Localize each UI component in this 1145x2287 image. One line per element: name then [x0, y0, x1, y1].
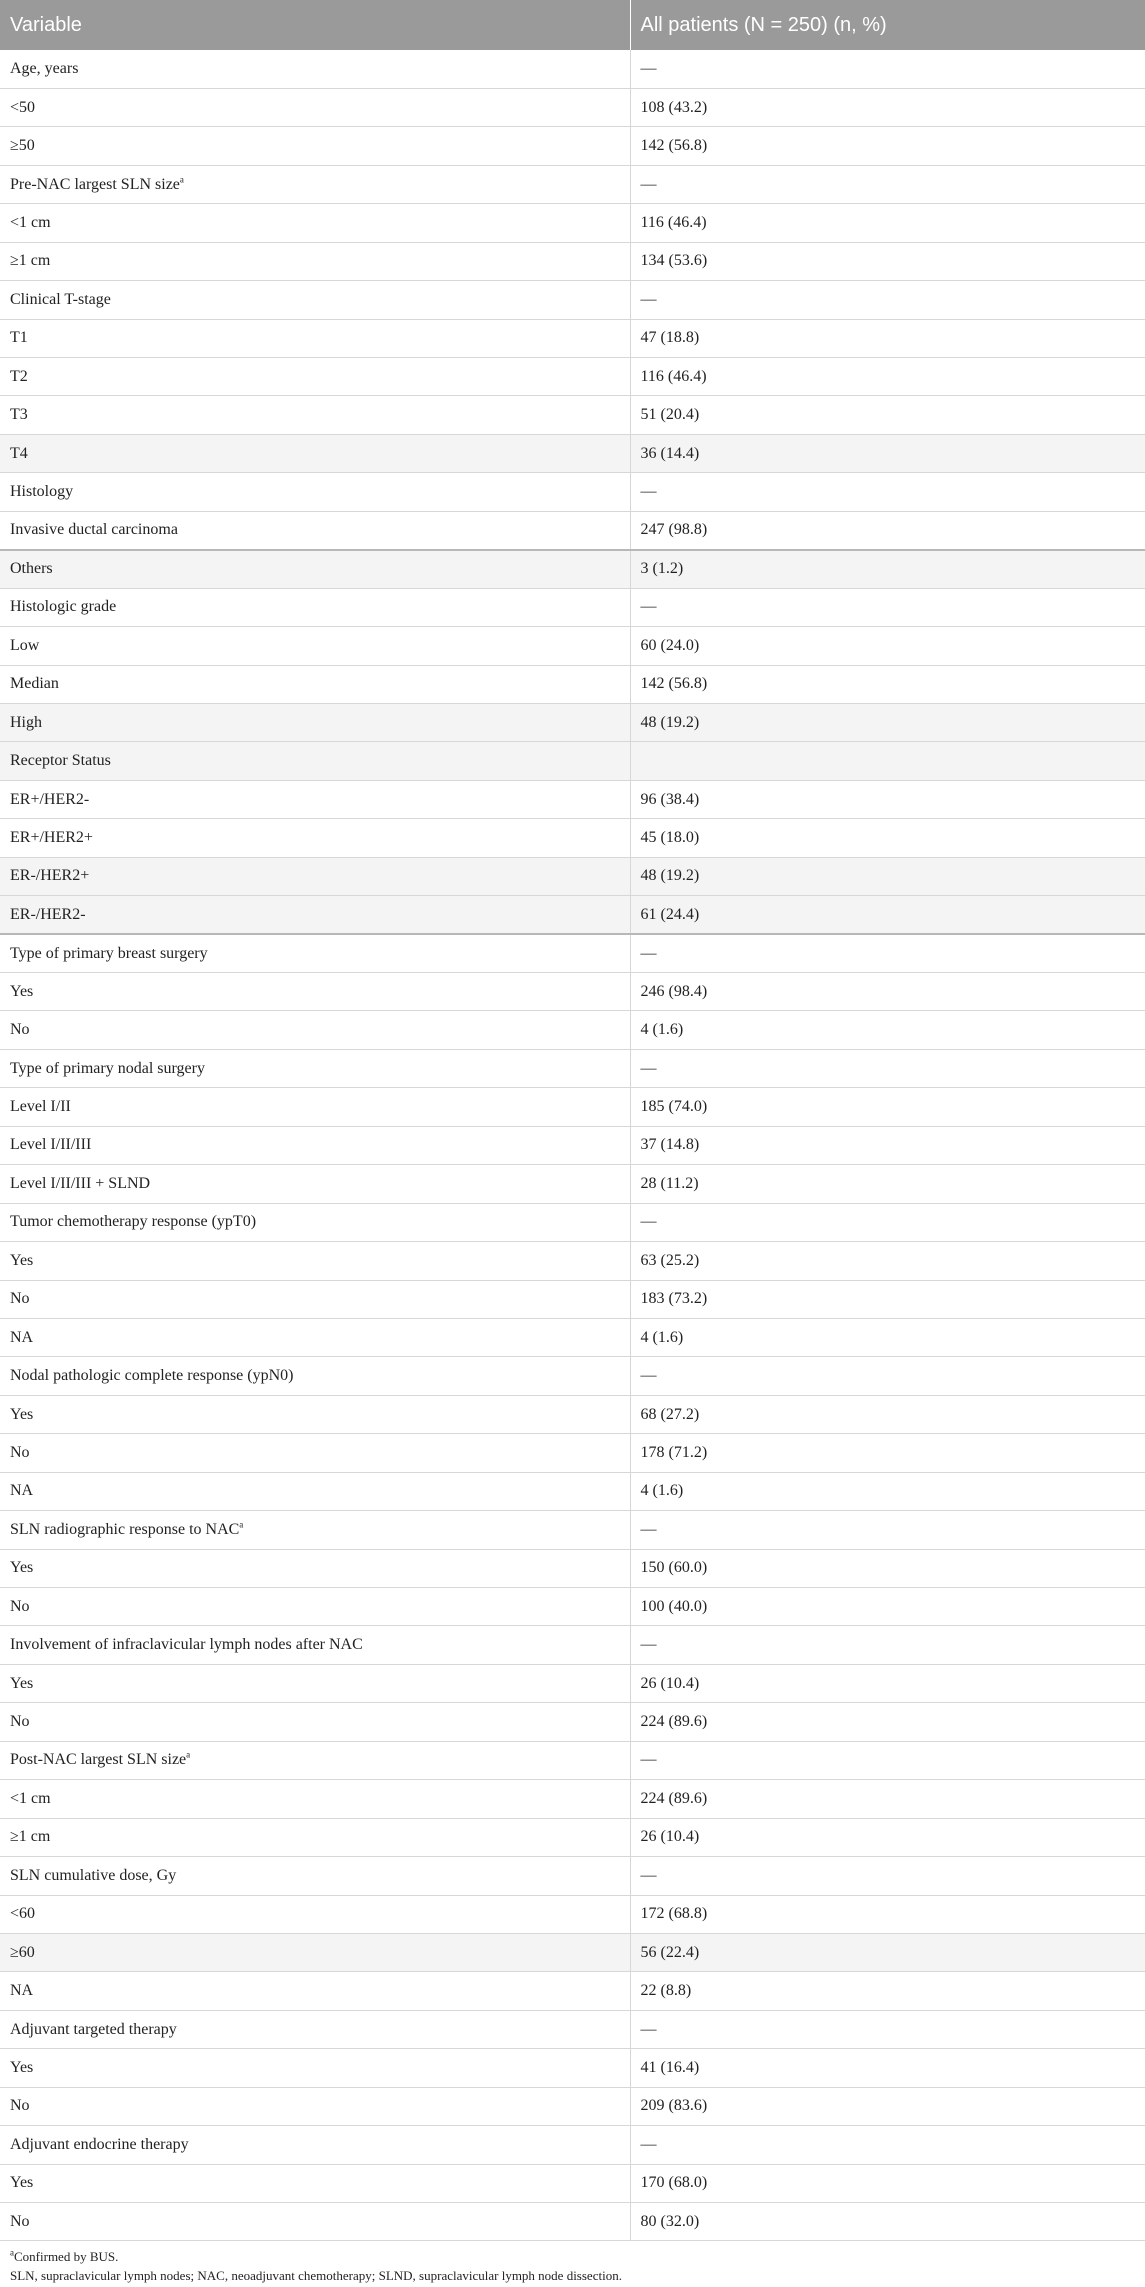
- variable-label: SLN cumulative dose, Gy: [10, 1866, 177, 1884]
- variable-cell: [0, 973, 630, 1011]
- table-row: [0, 204, 1145, 242]
- table-row: [0, 396, 1145, 434]
- variable-cell: [0, 1126, 630, 1164]
- variable-label: Histologic grade: [10, 598, 117, 616]
- table-row: [0, 1280, 1145, 1318]
- value-cell: 4 (1.6): [630, 1318, 1145, 1356]
- value-cell: 209 (83.6): [630, 2087, 1145, 2125]
- variable-label: No: [10, 1713, 30, 1731]
- value-cell: 247 (98.8): [630, 511, 1145, 549]
- variable-cell: [0, 1318, 630, 1356]
- value-cell: 100 (40.0): [630, 1588, 1145, 1626]
- variable-cell: [0, 742, 630, 780]
- variable-cell: [0, 1780, 630, 1818]
- value-cell: 170 (68.0): [630, 2164, 1145, 2202]
- table-row: [0, 242, 1145, 280]
- variable-cell: [0, 1626, 630, 1664]
- variable-label: ≥1 cm: [10, 252, 51, 270]
- value-cell: 48 (19.2): [630, 857, 1145, 895]
- table-row: [0, 857, 1145, 895]
- variable-cell: [0, 857, 630, 895]
- variable-cell: [0, 1088, 630, 1126]
- variable-cell: [0, 1588, 630, 1626]
- variable-cell: [0, 703, 630, 741]
- variable-cell: [0, 819, 630, 857]
- value-cell: 142 (56.8): [630, 665, 1145, 703]
- variable-cell: [0, 1818, 630, 1856]
- table-row: [0, 627, 1145, 665]
- table-row: [0, 1165, 1145, 1203]
- variable-label: Type of primary nodal surgery: [10, 1059, 205, 1077]
- table-row: [0, 1472, 1145, 1510]
- variable-label: T1: [10, 329, 28, 347]
- variable-label: NA: [10, 1482, 34, 1500]
- variable-label: No: [10, 1290, 30, 1308]
- table-row: [0, 1088, 1145, 1126]
- variable-cell: [0, 511, 630, 549]
- table-row: [0, 742, 1145, 780]
- variable-cell: [0, 588, 630, 626]
- table-row: [0, 1126, 1145, 1164]
- footnote-a: [10, 2247, 1135, 2266]
- variable-label: Low: [10, 636, 40, 654]
- table-row: [0, 896, 1145, 934]
- variable-label: Adjuvant targeted therapy: [10, 2020, 177, 2038]
- variable-cell: [0, 88, 630, 126]
- variable-cell: [0, 1472, 630, 1510]
- value-cell: 185 (74.0): [630, 1088, 1145, 1126]
- variable-cell: [0, 780, 630, 818]
- variable-label: Invasive ductal carcinoma: [10, 521, 178, 539]
- variable-label: Nodal pathologic complete response (ypN0): [10, 1367, 294, 1385]
- value-cell: 63 (25.2): [630, 1242, 1145, 1280]
- table-row: [0, 1664, 1145, 1702]
- value-cell: —: [630, 1511, 1145, 1549]
- value-cell: 96 (38.4): [630, 780, 1145, 818]
- variable-label: No: [10, 2097, 30, 2115]
- variable-cell: [0, 242, 630, 280]
- variable-cell: [0, 1933, 630, 1971]
- variable-label: <60: [10, 1905, 36, 1923]
- value-cell: —: [630, 934, 1145, 972]
- value-cell: 3 (1.2): [630, 550, 1145, 588]
- variable-cell: [0, 1895, 630, 1933]
- table-row: [0, 973, 1145, 1011]
- variable-label: ER+/HER2-: [10, 790, 90, 808]
- variable-label: T2: [10, 367, 28, 385]
- table-row: [0, 1818, 1145, 1856]
- variable-label: ER+/HER2+: [10, 828, 93, 846]
- value-cell: —: [630, 588, 1145, 626]
- value-cell: —: [630, 281, 1145, 319]
- table-row: [0, 511, 1145, 549]
- variable-label: Others: [10, 560, 53, 578]
- variable-label: Involvement of infraclavicular lymph nodes after NAC: [10, 1636, 363, 1654]
- table-row: [0, 88, 1145, 126]
- value-cell: 246 (98.4): [630, 973, 1145, 1011]
- value-cell: 116 (46.4): [630, 204, 1145, 242]
- variable-cell: [0, 358, 630, 396]
- variable-label: Level I/II: [10, 1098, 71, 1116]
- value-cell: —: [630, 165, 1145, 203]
- value-cell: 224 (89.6): [630, 1780, 1145, 1818]
- table-row: [0, 2126, 1145, 2164]
- variable-label: T4: [10, 444, 28, 462]
- variable-label: NA: [10, 1328, 34, 1346]
- value-cell: —: [630, 2126, 1145, 2164]
- value-cell: —: [630, 1857, 1145, 1895]
- value-cell: 4 (1.6): [630, 1011, 1145, 1049]
- value-cell: 51 (20.4): [630, 396, 1145, 434]
- variable-label: ER-/HER2+: [10, 867, 90, 885]
- footnotes: [0, 2241, 1145, 2285]
- header-all-patients: All patients (N = 250) (n, %): [630, 0, 1145, 50]
- variable-label: SLN radiographic response to NAC: [10, 1520, 240, 1538]
- table-row: [0, 281, 1145, 319]
- variable-cell: [0, 1165, 630, 1203]
- variable-label: Yes: [10, 2174, 34, 2192]
- value-cell: 56 (22.4): [630, 1933, 1145, 1971]
- value-cell: 178 (71.2): [630, 1434, 1145, 1472]
- variable-cell: [0, 1511, 630, 1549]
- table-row: [0, 1549, 1145, 1587]
- table-row: [0, 703, 1145, 741]
- table-body: [0, 50, 1145, 2241]
- table-row: [0, 780, 1145, 818]
- variable-cell: [0, 1357, 630, 1395]
- table-row: [0, 165, 1145, 203]
- value-cell: 80 (32.0): [630, 2203, 1145, 2241]
- variable-cell: [0, 627, 630, 665]
- table-row: [0, 1933, 1145, 1971]
- value-cell: —: [630, 1741, 1145, 1779]
- value-cell: —: [630, 1203, 1145, 1241]
- table-row: [0, 665, 1145, 703]
- variable-cell: [0, 550, 630, 588]
- variable-label: T3: [10, 406, 28, 424]
- variable-label: <1 cm: [10, 1789, 51, 1807]
- value-cell: 60 (24.0): [630, 627, 1145, 665]
- variable-cell: [0, 2087, 630, 2125]
- value-cell: 41 (16.4): [630, 2049, 1145, 2087]
- table-row: [0, 1895, 1145, 1933]
- variable-label: Yes: [10, 1559, 34, 1577]
- value-cell: 224 (89.6): [630, 1703, 1145, 1741]
- variable-cell: [0, 127, 630, 165]
- table-row: [0, 1318, 1145, 1356]
- value-cell: —: [630, 1626, 1145, 1664]
- variable-label: Median: [10, 675, 59, 693]
- value-cell: —: [630, 50, 1145, 88]
- value-cell: 37 (14.8): [630, 1126, 1145, 1164]
- variable-label: ≥1 cm: [10, 1828, 51, 1846]
- variable-cell: [0, 165, 630, 203]
- variable-label: Type of primary breast surgery: [10, 944, 208, 962]
- value-cell: 108 (43.2): [630, 88, 1145, 126]
- variable-label: Level I/II/III + SLND: [10, 1174, 151, 1192]
- variable-label: Histology: [10, 483, 74, 501]
- variable-label: Clinical T-stage: [10, 290, 111, 308]
- variable-cell: [0, 50, 630, 88]
- table-row: [0, 1242, 1145, 1280]
- table-row: [0, 2087, 1145, 2125]
- variable-label: <50: [10, 98, 36, 116]
- variable-label: Yes: [10, 1674, 34, 1692]
- table-row: [0, 2164, 1145, 2202]
- variable-label: Pre-NAC largest SLN size: [10, 175, 180, 193]
- variable-label: <1 cm: [10, 213, 51, 231]
- table-row: [0, 473, 1145, 511]
- table-row: [0, 358, 1145, 396]
- table-row: [0, 2010, 1145, 2048]
- table-row: [0, 1857, 1145, 1895]
- footnote-a-text: Confirmed by BUS.: [14, 2249, 119, 2265]
- value-cell: 142 (56.8): [630, 127, 1145, 165]
- variable-cell: [0, 1280, 630, 1318]
- value-cell: 22 (8.8): [630, 1972, 1145, 2010]
- variable-label: Yes: [10, 1405, 34, 1423]
- value-cell: 26 (10.4): [630, 1818, 1145, 1856]
- variable-cell: [0, 896, 630, 934]
- value-cell: 47 (18.8): [630, 319, 1145, 357]
- variable-cell: [0, 2049, 630, 2087]
- variable-cell: [0, 396, 630, 434]
- variable-label: ER-/HER2-: [10, 905, 86, 923]
- table-row: [0, 934, 1145, 972]
- footnote-abbreviations: SLN, supraclavicular lymph nodes; NAC, neoadjuvant chemotherapy; SLND, supraclavicular lymph node dissection.: [10, 2268, 622, 2284]
- variable-cell: [0, 1857, 630, 1895]
- value-cell: 26 (10.4): [630, 1664, 1145, 1702]
- table-row: [0, 588, 1145, 626]
- value-cell: 45 (18.0): [630, 819, 1145, 857]
- table-row: [0, 1049, 1145, 1087]
- value-cell: 183 (73.2): [630, 1280, 1145, 1318]
- variable-cell: [0, 665, 630, 703]
- variable-cell: [0, 934, 630, 972]
- table-row: [0, 2049, 1145, 2087]
- variable-label: No: [10, 2212, 30, 2230]
- variable-label: Level I/II/III: [10, 1136, 92, 1154]
- table-row: [0, 1434, 1145, 1472]
- variable-cell: [0, 2164, 630, 2202]
- table-row: [0, 1203, 1145, 1241]
- value-cell: [630, 742, 1145, 780]
- variable-label: Adjuvant endocrine therapy: [10, 2135, 189, 2153]
- variable-label: Receptor Status: [10, 752, 111, 770]
- variable-label: High: [10, 713, 42, 731]
- variable-label: No: [10, 1443, 30, 1461]
- table-row: [0, 2203, 1145, 2241]
- value-cell: 28 (11.2): [630, 1165, 1145, 1203]
- variable-cell: [0, 1203, 630, 1241]
- value-cell: —: [630, 473, 1145, 511]
- table-row: [0, 1011, 1145, 1049]
- value-cell: 68 (27.2): [630, 1395, 1145, 1433]
- value-cell: 116 (46.4): [630, 358, 1145, 396]
- variable-cell: [0, 1395, 630, 1433]
- variable-label: Yes: [10, 2058, 34, 2076]
- variable-label: No: [10, 1597, 30, 1615]
- header-row: [0, 0, 1145, 50]
- variable-cell: [0, 473, 630, 511]
- footnote-superscript: a: [179, 174, 184, 185]
- value-cell: 36 (14.4): [630, 434, 1145, 472]
- value-cell: —: [630, 1049, 1145, 1087]
- variable-cell: [0, 1972, 630, 2010]
- variable-label: NA: [10, 1982, 34, 2000]
- variable-label: Yes: [10, 982, 34, 1000]
- variable-cell: [0, 1011, 630, 1049]
- variable-cell: [0, 2126, 630, 2164]
- variable-cell: [0, 319, 630, 357]
- table-row: [0, 434, 1145, 472]
- variable-label: Age, years: [10, 59, 79, 77]
- variable-cell: [0, 1434, 630, 1472]
- variable-cell: [0, 1242, 630, 1280]
- variable-cell: [0, 1549, 630, 1587]
- variable-cell: [0, 1741, 630, 1779]
- table-row: [0, 1357, 1145, 1395]
- variable-label: Tumor chemotherapy response (ypT0): [10, 1213, 257, 1231]
- table-row: [0, 1703, 1145, 1741]
- header-variable: Variable: [0, 0, 630, 50]
- variable-cell: [0, 1703, 630, 1741]
- table-row: [0, 1780, 1145, 1818]
- variable-label: No: [10, 1021, 30, 1039]
- table-row: [0, 1741, 1145, 1779]
- table-row: [0, 1395, 1145, 1433]
- table-row: [0, 819, 1145, 857]
- value-cell: —: [630, 2010, 1145, 2048]
- table-row: [0, 550, 1145, 588]
- variable-label: ≥60: [10, 1943, 35, 1961]
- variable-cell: [0, 1664, 630, 1702]
- table-row: [0, 1588, 1145, 1626]
- footnote-superscript: a: [239, 1519, 244, 1530]
- variable-label: Yes: [10, 1251, 34, 1269]
- value-cell: 150 (60.0): [630, 1549, 1145, 1587]
- footnote-superscript: a: [186, 1750, 191, 1761]
- variable-cell: [0, 434, 630, 472]
- footnote-marker: a: [10, 2248, 14, 2259]
- variable-label: Post-NAC largest SLN size: [10, 1751, 187, 1769]
- value-cell: 172 (68.8): [630, 1895, 1145, 1933]
- table-row: [0, 319, 1145, 357]
- variable-label: ≥50: [10, 137, 35, 155]
- table-row: [0, 1626, 1145, 1664]
- value-cell: —: [630, 1357, 1145, 1395]
- table-row: [0, 50, 1145, 88]
- value-cell: 4 (1.6): [630, 1472, 1145, 1510]
- table-row: [0, 1972, 1145, 2010]
- variable-cell: [0, 281, 630, 319]
- table-row: [0, 127, 1145, 165]
- table-row: [0, 1511, 1145, 1549]
- variable-cell: [0, 204, 630, 242]
- variable-cell: [0, 2010, 630, 2048]
- variable-cell: [0, 1049, 630, 1087]
- variable-cell: [0, 2203, 630, 2241]
- value-cell: 48 (19.2): [630, 703, 1145, 741]
- value-cell: 134 (53.6): [630, 242, 1145, 280]
- value-cell: 61 (24.4): [630, 896, 1145, 934]
